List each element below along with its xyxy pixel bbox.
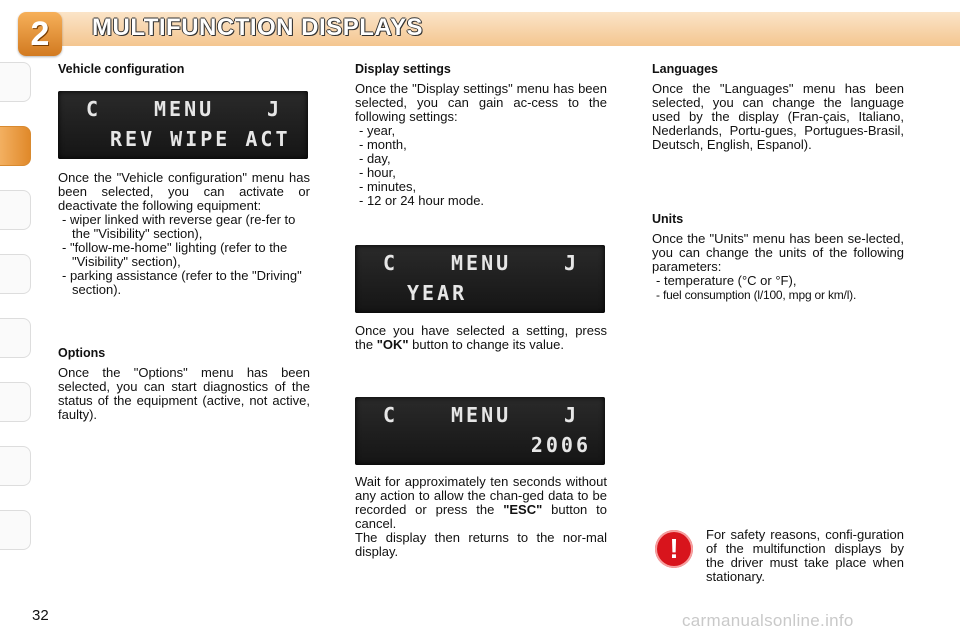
vehicle-config-intro: Once the "Vehicle configuration" menu has been selected, you can activate or deactivate the following equipment: bbox=[58, 170, 310, 213]
units-intro: Once the "Units" menu has been se-lected, you can change the units of the following parameters: bbox=[652, 231, 904, 274]
list-item: - temperature (°C or °F), bbox=[652, 274, 904, 288]
options-section bbox=[58, 346, 310, 422]
exclamation-icon: ! bbox=[655, 530, 693, 568]
list-item: - 12 or 24 hour mode. bbox=[355, 194, 607, 208]
options-text: Once the "Options" menu has been selected, you can start diagnostics of the status of the equipment (active, not active, faulty). bbox=[58, 365, 310, 422]
lcd-right-symbol: J bbox=[563, 251, 579, 275]
vehicle-config-list bbox=[58, 213, 310, 297]
chapter-tabs bbox=[0, 62, 34, 582]
chapter-tab-active[interactable] bbox=[0, 126, 31, 166]
display-settings-section bbox=[355, 62, 607, 208]
lcd-right-symbol: J bbox=[563, 403, 579, 427]
page-header bbox=[0, 0, 960, 52]
vehicle-config-body bbox=[58, 171, 310, 297]
return-text: The display then returns to the nor-mal display. bbox=[355, 530, 607, 559]
wait-text-body: Wait for approximately ten seconds without any action to allow the chan-ged data to be recorded or press the bbox=[355, 474, 607, 517]
chapter-tab[interactable] bbox=[0, 382, 31, 422]
safety-warning-text: For safety reasons, confi-guration of the multifunction displays by the driver must take place when stationary. bbox=[706, 527, 904, 584]
units-section bbox=[652, 212, 904, 302]
lcd-line2: YEAR bbox=[407, 281, 468, 305]
section-title-units: Units bbox=[652, 212, 684, 226]
column-vehicle-configuration bbox=[58, 62, 310, 82]
lcd-left-symbol: C bbox=[383, 251, 399, 275]
languages-text: Once the "Languages" menu has been selected, you can change the language used by the display (Fran-çais, Italiano, Nederlands, Portu-gues, Portugues-Brasil, Deutsch, English, Espanol). bbox=[652, 81, 904, 152]
section-title-options: Options bbox=[58, 346, 106, 360]
chapter-tab[interactable] bbox=[0, 62, 31, 102]
lcd-right-symbol: J bbox=[266, 97, 282, 121]
section-title-display-settings: Display settings bbox=[355, 62, 451, 76]
lcd-display-year bbox=[355, 245, 605, 313]
display-settings-list bbox=[355, 124, 607, 208]
units-list bbox=[652, 274, 904, 302]
chapter-badge: 2 bbox=[18, 12, 62, 56]
ok-text-before: Once you have selected a setting, press the bbox=[355, 323, 607, 352]
languages-section bbox=[652, 62, 904, 152]
lcd-display-2006 bbox=[355, 397, 605, 465]
lcd-left-symbol: C bbox=[383, 403, 399, 427]
lcd-line2: REV WIPE ACT bbox=[110, 127, 291, 151]
display-settings-intro: Once the "Display settings" menu has been selected, you can gain ac-cess to the following settings: bbox=[355, 81, 607, 124]
ok-instruction bbox=[355, 324, 607, 352]
ok-text-after: button to change its value. bbox=[412, 337, 564, 352]
list-item: - wiper linked with reverse gear (re-fer to the "Visibility" section), bbox=[58, 213, 310, 241]
lcd-menu-label: MENU bbox=[451, 251, 512, 275]
list-item: - fuel consumption (l/100, mpg or km/l). bbox=[652, 288, 904, 302]
section-title-languages: Languages bbox=[652, 62, 718, 76]
chapter-tab[interactable] bbox=[0, 510, 31, 550]
lcd-menu-label: MENU bbox=[154, 97, 215, 121]
list-item: - hour, bbox=[355, 166, 607, 180]
page-title: MULTIFUNCTION DISPLAYS bbox=[92, 14, 424, 41]
list-item: - minutes, bbox=[355, 180, 607, 194]
list-item: - month, bbox=[355, 138, 607, 152]
list-item: - year, bbox=[355, 124, 607, 138]
esc-button-label: "ESC" bbox=[503, 502, 543, 517]
ok-instruction-text bbox=[355, 324, 607, 352]
ok-button-label: "OK" bbox=[376, 337, 409, 352]
lcd-line2: 2006 bbox=[530, 433, 591, 457]
lcd-display-vehicle-config bbox=[58, 91, 308, 159]
wait-instruction bbox=[355, 475, 607, 559]
lcd-menu-label: MENU bbox=[451, 403, 512, 427]
esc-text-after: button to cancel. bbox=[355, 502, 607, 531]
lcd-left-symbol: C bbox=[86, 97, 102, 121]
chapter-tab[interactable] bbox=[0, 254, 31, 294]
chapter-tab[interactable] bbox=[0, 190, 31, 230]
chapter-tab[interactable] bbox=[0, 318, 31, 358]
chapter-tab[interactable] bbox=[0, 446, 31, 486]
watermark: carmanualsonline.info bbox=[682, 611, 854, 630]
list-item: - parking assistance (refer to the "Driving" section). bbox=[58, 269, 310, 297]
section-title-vehicle-configuration: Vehicle configuration bbox=[58, 62, 185, 76]
list-item: - day, bbox=[355, 152, 607, 166]
list-item: - "follow-me-home" lighting (refer to the "Visibility" section), bbox=[58, 241, 310, 269]
wait-text bbox=[355, 475, 607, 531]
page-number: 32 bbox=[32, 607, 49, 624]
